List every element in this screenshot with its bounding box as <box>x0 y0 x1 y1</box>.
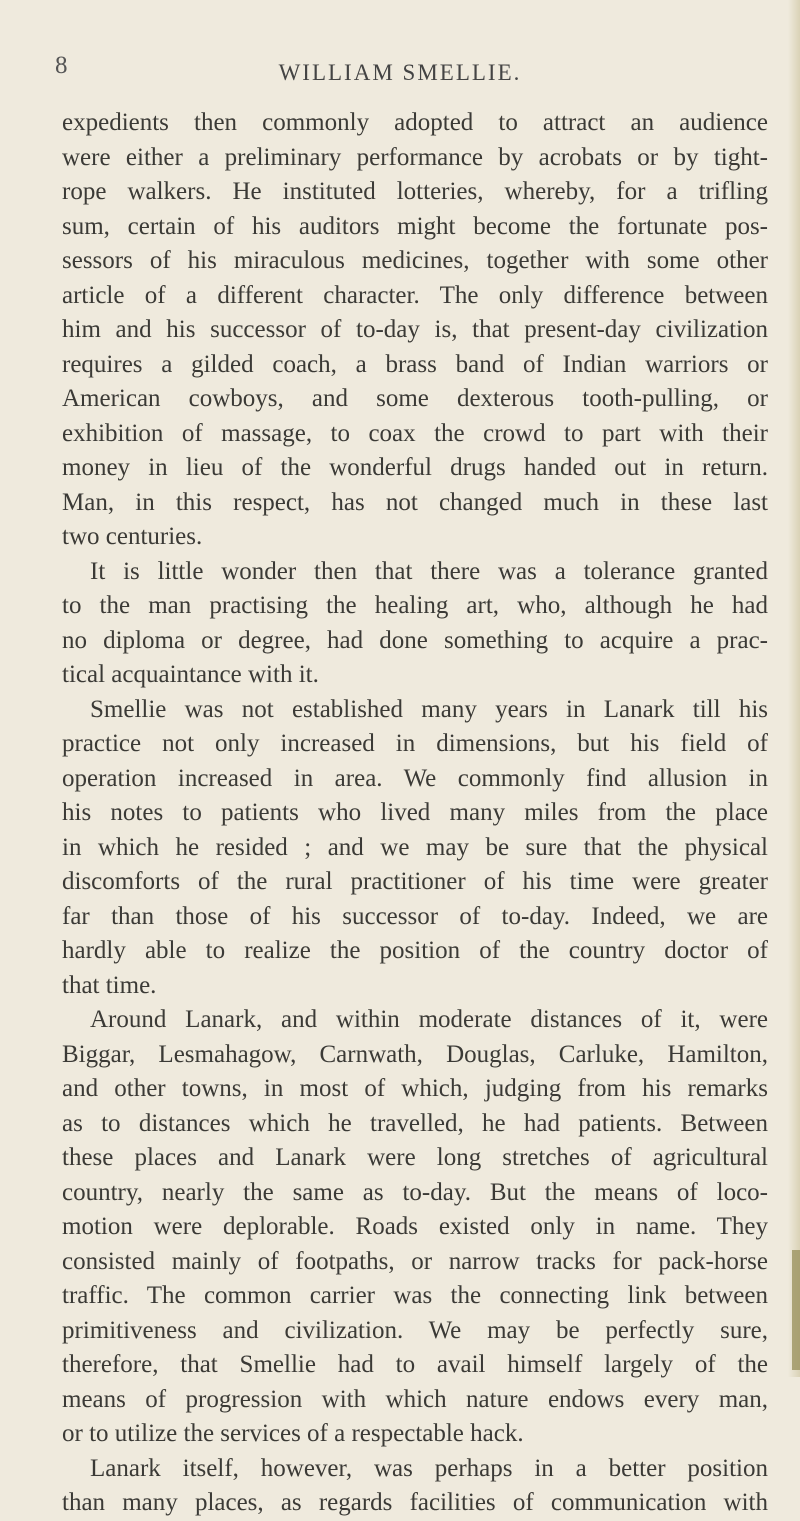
text-line: him and his successor of to-day is, that present-day civilization <box>62 316 768 343</box>
text-line: in which he resided ; and we may be sure that the physical <box>62 833 768 861</box>
text-line: no diploma or degree, had done something to acquire a prac- <box>62 626 768 654</box>
page-edge-mark <box>792 1250 800 1370</box>
text-line: article of a different character. The only difference between <box>62 281 768 309</box>
text-line: therefore, that Smellie had to avail himself largely of the <box>62 1351 768 1378</box>
paragraph <box>62 1452 768 1521</box>
text-line: were either a preliminary performance by acrobats or by tight- <box>62 143 768 171</box>
text-line: hardly able to realize the position of the country doctor of <box>62 937 768 964</box>
text-line: American cowboys, and some dexterous tooth-pulling, or <box>62 385 768 412</box>
text-line: discomforts of the rural practitioner of his time were greater <box>62 868 768 895</box>
text-line: two centuries. <box>62 523 203 550</box>
text-line: traffic. The common carrier was the connecting link between <box>62 1282 768 1309</box>
text-line: than many places, as regards facilities of communication with <box>62 1489 768 1516</box>
text-line: sum, certain of his auditors might become the fortunate pos- <box>62 212 768 240</box>
body-text <box>62 106 768 1521</box>
text-line: motion were deplorable. Roads existed only in name. They <box>62 1213 768 1240</box>
text-line: Biggar, Lesmahagow, Carnwath, Douglas, Carluke, Hamilton, <box>62 1040 768 1068</box>
text-line: practice not only increased in dimensions, but his field of <box>62 730 768 757</box>
text-line: primitiveness and civilization. We may be perfectly sure, <box>62 1316 768 1344</box>
text-line: that time. <box>62 971 157 999</box>
text-line: operation increased in area. We commonly find allusion in <box>62 764 768 792</box>
paragraph <box>62 1003 768 1452</box>
text-line: It is little wonder then that there was a tolerance granted <box>90 557 768 585</box>
text-line: means of progression with which nature endows every man, <box>62 1385 768 1413</box>
text-line: to the man practising the healing art, who, although he had <box>62 592 768 619</box>
text-line: and other towns, in most of which, judging from his remarks <box>62 1075 768 1102</box>
page-edge-shadow <box>788 0 800 1377</box>
text-line: Lanark itself, however, was perhaps in a better position <box>90 1454 768 1482</box>
text-line: tical acquaintance with it. <box>62 661 319 688</box>
text-line: expedients then commonly adopted to attract an audience <box>62 109 768 136</box>
text-line: exhibition of massage, to coax the crowd to part with their <box>62 419 768 447</box>
text-line: country, nearly the same as to-day. But the means of loco- <box>62 1178 768 1206</box>
page-number: 8 <box>55 52 68 79</box>
text-line: far than those of his successor of to-day. Indeed, we are <box>62 902 768 930</box>
text-line: rope walkers. He instituted lotteries, whereby, for a trifling <box>62 178 768 205</box>
text-line: sessors of his miraculous medicines, together with some other <box>62 247 768 274</box>
text-line: money in lieu of the wonderful drugs handed out in return. <box>62 454 768 481</box>
text-line: as to distances which he travelled, he had patients. Between <box>62 1109 768 1137</box>
paragraph <box>62 555 768 693</box>
text-line: these places and Lanark were long stretches of agricultural <box>62 1144 768 1171</box>
text-line: consisted mainly of footpaths, or narrow tracks for pack-horse <box>62 1247 768 1275</box>
text-line: Around Lanark, and within moderate distances of it, were <box>90 1006 768 1033</box>
text-line: or to utilize the services of a respectable hack. <box>62 1420 524 1447</box>
paragraph <box>62 106 768 555</box>
text-line: requires a gilded coach, a brass band of Indian warriors or <box>62 350 768 378</box>
text-line: Man, in this respect, has not changed much in these last <box>62 488 768 516</box>
text-line: Smellie was not established many years in Lanark till his <box>90 695 768 723</box>
paragraph <box>62 693 768 1004</box>
text-line: his notes to patients who lived many miles from the place <box>62 799 768 826</box>
running-head: WILLIAM SMELLIE. <box>278 60 522 85</box>
